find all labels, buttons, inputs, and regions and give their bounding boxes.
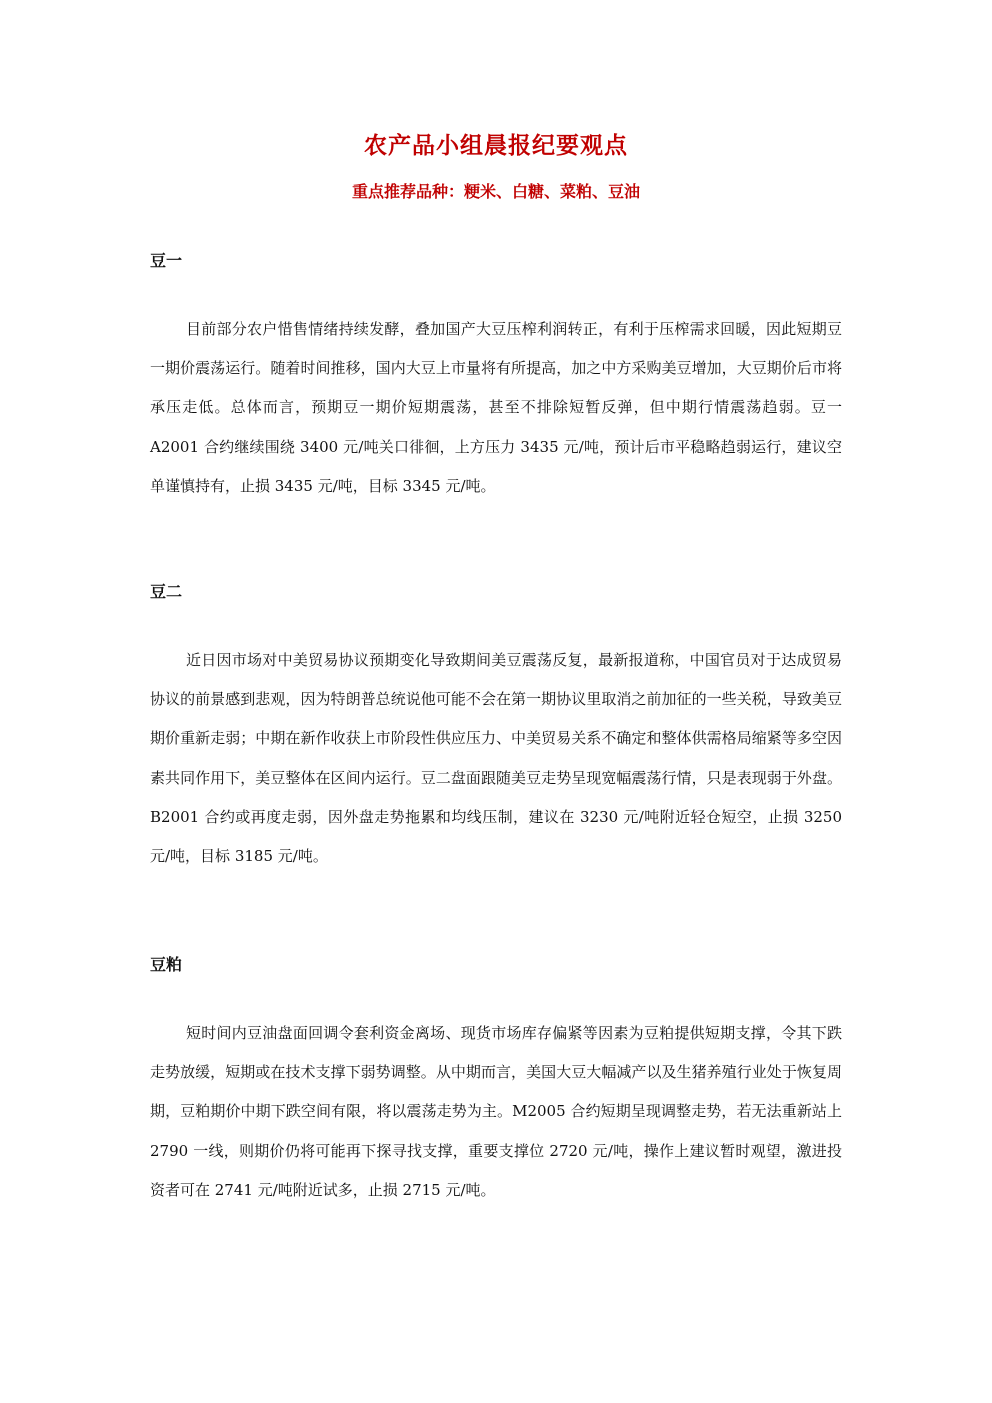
- section-body-dou-yi: 目前部分农户惜售情绪持续发酵，叠加国产大豆压榨利润转正，有利于压榨需求回暖，因此短期豆一期价震荡运行。随着时间推移，国内大豆上市量将有所提高，加之中方采购美豆增加，大豆期价后市将承压走低。总体而言，预期豆一期价短期震荡，甚至不排除短暂反弹，但中期行情震荡趋弱。豆一 A2001 合约继续围绕 3400 元/吨关口徘徊，上方压力 3435 元/吨，预计后市平稳略趋弱运行，建议空单谨慎持有，止损 3435 元/吨，目标 3345 元/吨。: [150, 320, 842, 495]
- section-heading-dou-po: 豆粕: [150, 955, 183, 974]
- section-heading-dou-er: 豆二: [150, 582, 183, 601]
- document-title: 农产品小组晨报纪要观点: [364, 132, 628, 159]
- section-body-dou-po: 短时间内豆油盘面回调令套利资金离场、现货市场库存偏紧等因素为豆粕提供短期支撑，令其下跌走势放缓，短期或在技术支撑下弱势调整。从中期而言，美国大豆大幅减产以及生猪养殖行业处于恢复周期，豆粕期价中期下跌空间有限，将以震荡走势为主。M2005 合约短期呈现调整走势，若无法重新站上 2790 一线，则期价仍将可能再下探寻找支撑，重要支撑位 2720 元/吨，操作上建议暂时观望，激进投资者可在 2741 元/吨附近试多，止损 2715 元/吨。: [150, 1024, 842, 1199]
- section-body-dou-er: 近日因市场对中美贸易协议预期变化导致期间美豆震荡反复，最新报道称，中国官员对于达成贸易协议的前景感到悲观，因为特朗普总统说他可能不会在第一期协议里取消之前加征的一些关税，导致美豆期价重新走弱；中期在新作收获上市阶段性供应压力、中美贸易关系不确定和整体供需格局缩紧等多空因素共同作用下，美豆整体在区间内运行。豆二盘面跟随美豆走势呈现宽幅震荡行情，只是表现弱于外盘。B2001 合约或再度走弱，因外盘走势拖累和均线压制，建议在 3230 元/吨附近轻仓短空，止损 3250 元/吨，目标 3185 元/吨。: [150, 651, 842, 866]
- section-heading-dou-yi: 豆一: [150, 251, 183, 270]
- document-subtitle: 重点推荐品种：粳米、白糖、菜粕、豆油: [351, 182, 640, 201]
